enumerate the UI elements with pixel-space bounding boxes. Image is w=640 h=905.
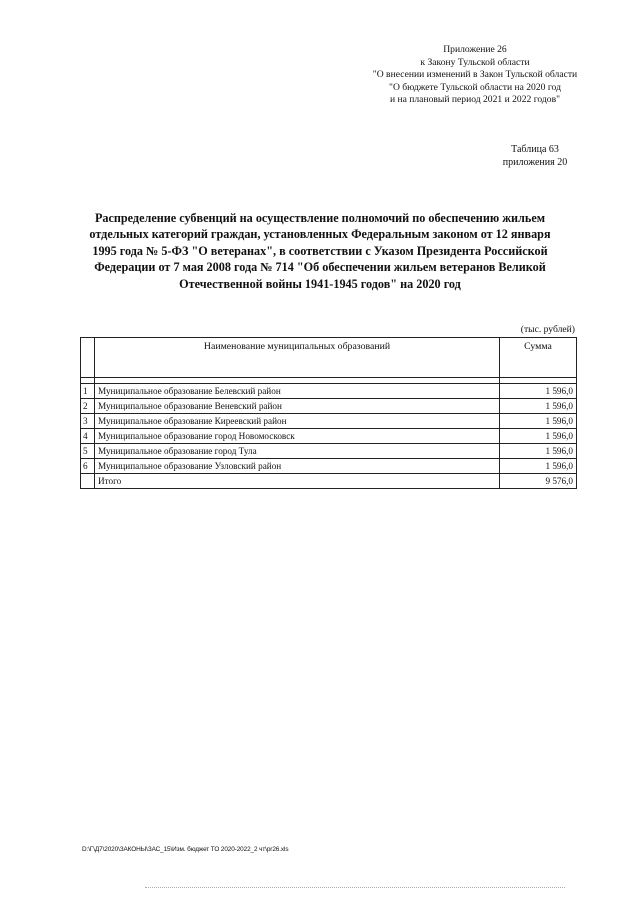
units-label: (тыс. рублей) (520, 324, 575, 335)
table-reference (480, 144, 590, 169)
total-num (81, 474, 95, 489)
row-name: Муниципальное образование город Тула (95, 444, 500, 459)
row-name: Муниципальное образование город Новомосковск (95, 429, 500, 444)
total-sum: 9 576,0 (500, 474, 577, 489)
row-sum: 1 596,0 (500, 384, 577, 399)
row-sum: 1 596,0 (500, 399, 577, 414)
row-sum: 1 596,0 (500, 414, 577, 429)
appendix-header (330, 44, 620, 107)
header-line: Приложение 26 (443, 44, 507, 55)
document-title (70, 210, 570, 292)
row-sum: 1 596,0 (500, 459, 577, 474)
table-row (81, 399, 577, 414)
table-ref-line: приложения 20 (502, 156, 568, 168)
row-num: 1 (81, 384, 95, 399)
table-row (81, 384, 577, 399)
header-line: и на плановый период 2021 и 2022 годов" (389, 94, 561, 106)
header-line: "О бюджете Тульской области на 2020 год (389, 81, 561, 93)
title-line: 1995 года № 5-ФЗ "О ветеранах", в соответствии с Указом Президента Российской (92, 243, 548, 258)
row-sum: 1 596,0 (500, 429, 577, 444)
file-path-footer: D:\Г\Д7\2020\ЗАКОНЫ\ЗАС_15\Изм. бюджет ТО 2020-2022_2 чт\pr26.xls (82, 846, 289, 853)
header-line: к Закону Тульской области (420, 56, 530, 68)
table-row (81, 444, 577, 459)
table-row (81, 414, 577, 429)
row-name: Муниципальное образование Киреевский район (95, 414, 500, 429)
row-num: 3 (81, 414, 95, 429)
total-row (81, 474, 577, 489)
row-num: 2 (81, 399, 95, 414)
header-line: "О внесении изменений в Закон Тульской области (372, 69, 578, 81)
header-name: Наименование муниципальных образований (95, 338, 500, 378)
table-row (81, 429, 577, 444)
row-name: Муниципальное образование Веневский район (95, 399, 500, 414)
table-ref-line: Таблица 63 (511, 144, 559, 155)
row-num: 6 (81, 459, 95, 474)
row-num: 5 (81, 444, 95, 459)
table-header-row (81, 338, 577, 378)
header-sum: Сумма (500, 338, 577, 378)
row-sum: 1 596,0 (500, 444, 577, 459)
header-num (81, 338, 95, 378)
row-name: Муниципальное образование Узловский район (95, 459, 500, 474)
row-name: Муниципальное образование Белевский район (95, 384, 500, 399)
title-line: Распределение субвенций на осуществление полномочий по обеспечению жильем (94, 211, 546, 225)
table-row (81, 459, 577, 474)
row-num: 4 (81, 429, 95, 444)
title-line: Отечественной войны 1941-1945 годов" на 2020 год (179, 276, 461, 291)
title-line: отдельных категорий граждан, установленных Федеральным законом от 12 января (89, 227, 551, 242)
total-label: Итого (95, 474, 500, 489)
subsidy-table (80, 337, 577, 489)
scan-artifact-line (145, 887, 565, 890)
title-line: Федерации от 7 мая 2008 года № 714 "Об обеспечении жильем ветеранов Великой (94, 260, 546, 275)
